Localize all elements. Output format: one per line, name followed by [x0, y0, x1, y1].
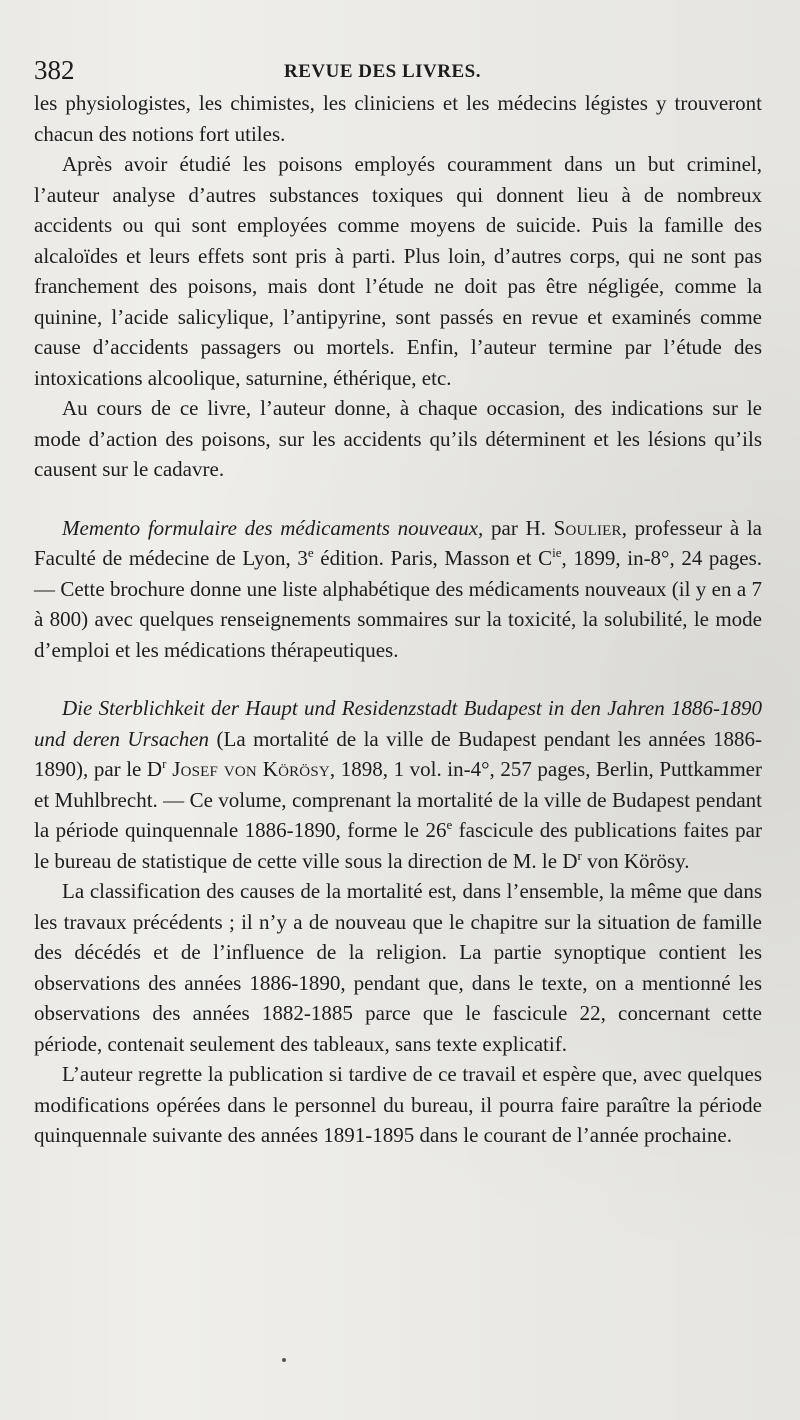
review-text-part: , professeur à la Faculté de médecine de Lyon, 3: [34, 515, 762, 570]
review-text-part: fascicule des publications faites par le bureau de statistique de cette ville sous la direction de M. le D: [34, 818, 762, 873]
review-text-part: (La mortalité de la ville de Budapest pendant les années 1886-1890), par le D: [34, 726, 762, 781]
review-budapest-mortality: [34, 693, 762, 876]
page-number: 382: [34, 55, 75, 85]
superscript: e: [446, 817, 453, 832]
author-name: Soulier: [553, 515, 622, 540]
page-content: [34, 88, 762, 1151]
review-text-part: , 1898, 1 vol. in-4°, 257 pages, Berlin, Puttkammer et Muhlbrecht. — Ce volume, comprenant la mortalité de la ville de Budapest pendant la période quinquennale 1886-1890, forme le 26: [34, 757, 762, 842]
paragraph-continuation: les physiologistes, les chimistes, les cliniciens et les médecins légistes y trouveront chacun des notions fort utiles.: [34, 91, 762, 146]
review-text-part: von Körösy.: [581, 848, 690, 873]
paragraph-indications: Au cours de ce livre, l’auteur donne, à chaque occasion, des indications sur le mode d’action des poisons, sur les accidents qu’ils déterminent et les lésions qu’ils causent sur le cadavre.: [34, 396, 762, 481]
superscript: e: [307, 545, 314, 560]
book-title-budapest: Die Sterblichkeit der Haupt und Residenzstadt Budapest in den Jahren 1886-1890 und deren Ursachen: [34, 696, 762, 751]
paragraph-poisons: Après avoir étudié les poisons employés couramment dans un but criminel, l’auteur analyse d’autres substances toxiques qui donnent lieu à de nombreux accidents ou qui sont employées comme moyens de suicide. Puis la famille des alcaloïdes et leurs effets sont pris à parti. Plus loin, d’autres corps, qui ne sont pas franchement des poisons, mais dont l’étude ne doit pas être négligée, comme la quinine, l’acide salicylique, l’antipyrine, sont passés en revue et examinés comme cause d’accidents passagers ou mortels. Enfin, l’auteur termine par l’étude des intoxications alcoolique, saturnine, éthérique, etc.: [34, 152, 762, 390]
running-head: [34, 32, 762, 84]
paragraph-conclusion: L’auteur regrette la publication si tardive de ce travail et espère que, avec quelques modifications opérées dans le personnel du bureau, il pourra faire paraître la période quinquennale suivante des années 1891-1895 dans le courant de l’année prochaine.: [34, 1062, 762, 1147]
author-name: Josef von Körösy: [166, 757, 330, 781]
review-text-part: , 1899, in-8°, 24 pages. — Cette brochure donne une liste alphabétique des médicaments nouveaux (il y en a 7 à 800) avec quelques renseignements sommaires sur la toxicité, la solubilité, le mode d’emploi et les médications thérapeutiques.: [34, 546, 762, 662]
running-title: REVUE DES LIVRES.: [284, 61, 481, 82]
superscript: r: [577, 847, 582, 863]
print-dot: [282, 1358, 286, 1362]
review-memento: [34, 513, 762, 666]
review-text-part: édition. Paris, Masson et C: [313, 546, 553, 570]
superscript: r: [162, 756, 167, 771]
book-title-memento: Memento formulaire des médicaments nouveaux,: [62, 515, 484, 540]
superscript: ie: [552, 545, 562, 560]
review-text-part: par H.: [483, 515, 554, 540]
paragraph-classification: La classification des causes de la mortalité est, dans l’ensemble, la même que dans les travaux précédents ; il n’y a de nouveau que le chapitre sur la situation de famille des décédés et de l’influence de la religion. La partie synoptique contient les observations des années 1886-1890, pendant que, dans le texte, on a mentionné les observations des années 1882-1885 parce que le fascicule 22, concernant cette période, contenait seulement des tableaux, sans texte explicatif.: [34, 879, 762, 1056]
